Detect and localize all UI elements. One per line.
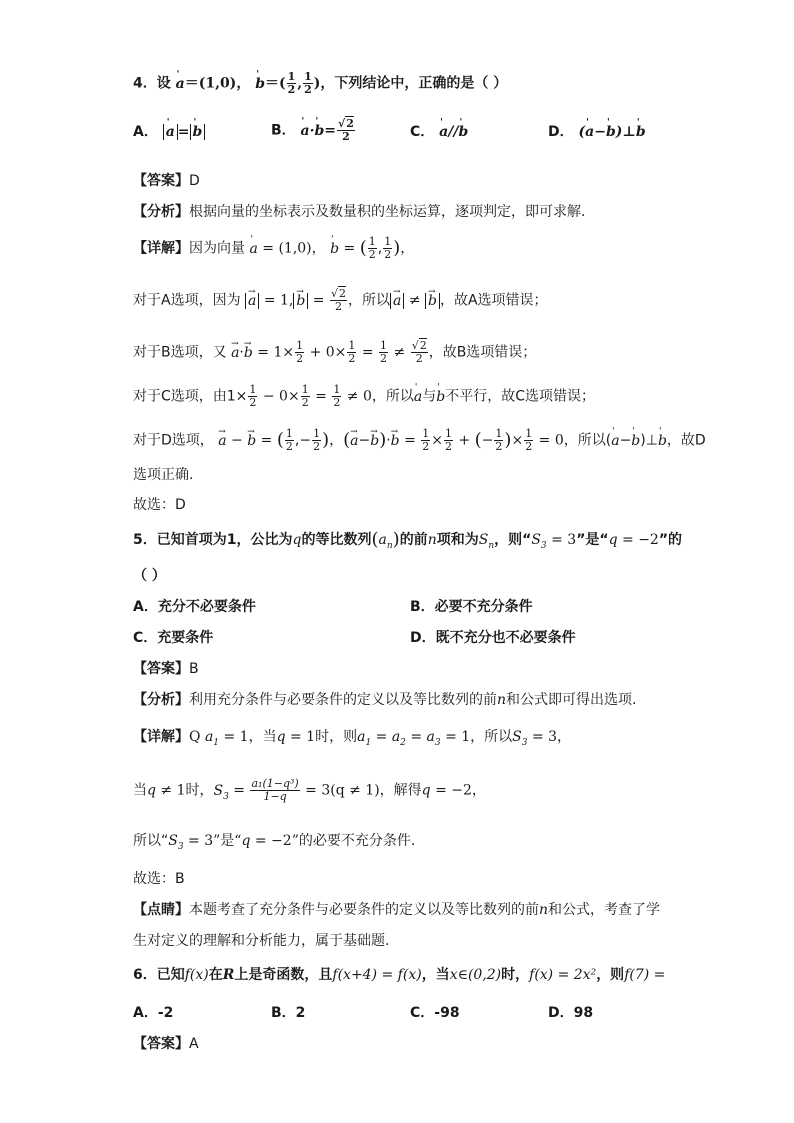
q4-line-d: 对于D选项， → a − → b = ( $\frac{1}{2}$ ,− $\frac{1}{2}$ )，(→ a−→ b)·→ b = $\frac{1}{2}$ × $\frac{1}{2}$ + (− $\frac{1}{2}$ )× $\frac{1}{2}$ = 0，所以(' a−' b)⊥' b，故D xyxy=(133,428,706,453)
q4-option-c[interactable]: C． ' a//' b xyxy=(410,123,468,141)
q5-number: 5． xyxy=(133,532,157,548)
q5-detail: 【详解】Q $a_1 = 1$，当q = 1时，则$a_1 = a_2 = a_3 = 1$，所以$S_3 = 3$， xyxy=(133,729,572,748)
q6-option-d[interactable]: D．98 xyxy=(548,1005,594,1021)
q4-option-d[interactable]: D． (' a−' b)⊥' b xyxy=(548,123,646,141)
q5-comment: 【点睛】本题考查了充分条件与必要条件的定义以及等比数列的前n和公式，考查了学 xyxy=(133,902,661,918)
q4-line-c: 对于C选项，由1× $\frac{1}{2}$ − 0× $\frac{1}{2}$ = $\frac{1}{2}$ ≠ 0，所以' a与' b不平行，故C选项错误； xyxy=(133,384,595,409)
q4-detail: 【详解】因为向量 ' a = (1,0)， ' b = ( $\frac{1}{2}$ , $\frac{1}{2}$ )， xyxy=(133,236,414,261)
q6-answer: 【答案】A xyxy=(133,1036,199,1052)
q5-choose: 故选：B xyxy=(133,871,185,887)
q5-option-a[interactable]: A．充分不必要条件 xyxy=(133,599,256,615)
q5-analysis: 【分析】利用充分条件与必要条件的定义以及等比数列的前n和公式即可得出选项. xyxy=(133,692,637,708)
q5-detail-line2: 当q ≠ 1时，$S_3$ = $\frac{\text{a₁(1−q³)}}{1-q}$ = 3(q ≠ 1)，解得q = −2， xyxy=(133,777,486,803)
q6-stem: 6．已知f(x)在R上是奇函数，且f(x+4) = f(x)，当x∈(0,2)时，f(x) = 2x²，则f(7) = xyxy=(133,967,666,983)
q5-detail-line3: 所以“$S_3 = 3$”是“q = −2”的必要不充分条件. xyxy=(133,833,416,852)
q6-number: 6． xyxy=(133,967,157,983)
q4-answer: 【答案】D xyxy=(133,173,200,189)
q4-line-a: 对于A选项，因为 → a = 1,→ b = $\frac{√2}{2}$ ，所以→ a ≠ → b ，故A选项错误； xyxy=(133,288,548,313)
q4-number: 4． xyxy=(133,75,157,92)
q5-paren: （ ） xyxy=(133,568,166,584)
q4-option-b[interactable]: B． ' a·' b= $\frac{√2}{2}$ xyxy=(271,118,356,143)
q6-option-a[interactable]: A．-2 xyxy=(133,1005,174,1021)
q4-option-a[interactable]: A． ' a =' b xyxy=(133,123,205,141)
q6-option-c[interactable]: C．-98 xyxy=(410,1005,460,1021)
q4-line-d-cont: 选项正确. xyxy=(133,467,194,483)
q4-choose: 故选：D xyxy=(133,497,186,513)
q5-stem: 5．已知首项为1，公比为q的等比数列$(a_n)$的前n项和为$S_n$，则“$S_3 = 3$”是“q = −2”的 xyxy=(133,529,683,551)
q5-option-b[interactable]: B．必要不充分条件 xyxy=(410,599,533,615)
q5-option-d[interactable]: D．既不充分也不必要条件 xyxy=(410,630,576,646)
q5-answer: 【答案】B xyxy=(133,661,199,677)
q6-option-b[interactable]: B．2 xyxy=(271,1005,306,1021)
q4-stem: 4．设 ' a＝(1,0)， ' b＝( $\frac{1}{2}$ , $\frac{1}{2}$ )，下列结论中，正确的是（ ） xyxy=(133,71,507,96)
q4-line-b: 对于B选项，又 → a·→ b = 1× $\frac{1}{2}$ + 0× $\frac{1}{2}$ = $\frac{1}{2}$ ≠ $\frac{√2}{2}$ ，故B选项错误； xyxy=(133,340,536,365)
q5-option-c[interactable]: C．充要条件 xyxy=(133,630,214,646)
q5-comment-line2: 生对定义的理解和分析能力，属于基础题. xyxy=(133,933,390,949)
q4-analysis: 【分析】根据向量的坐标表示及数量积的坐标运算，逐项判定，即可求解. xyxy=(133,204,586,220)
